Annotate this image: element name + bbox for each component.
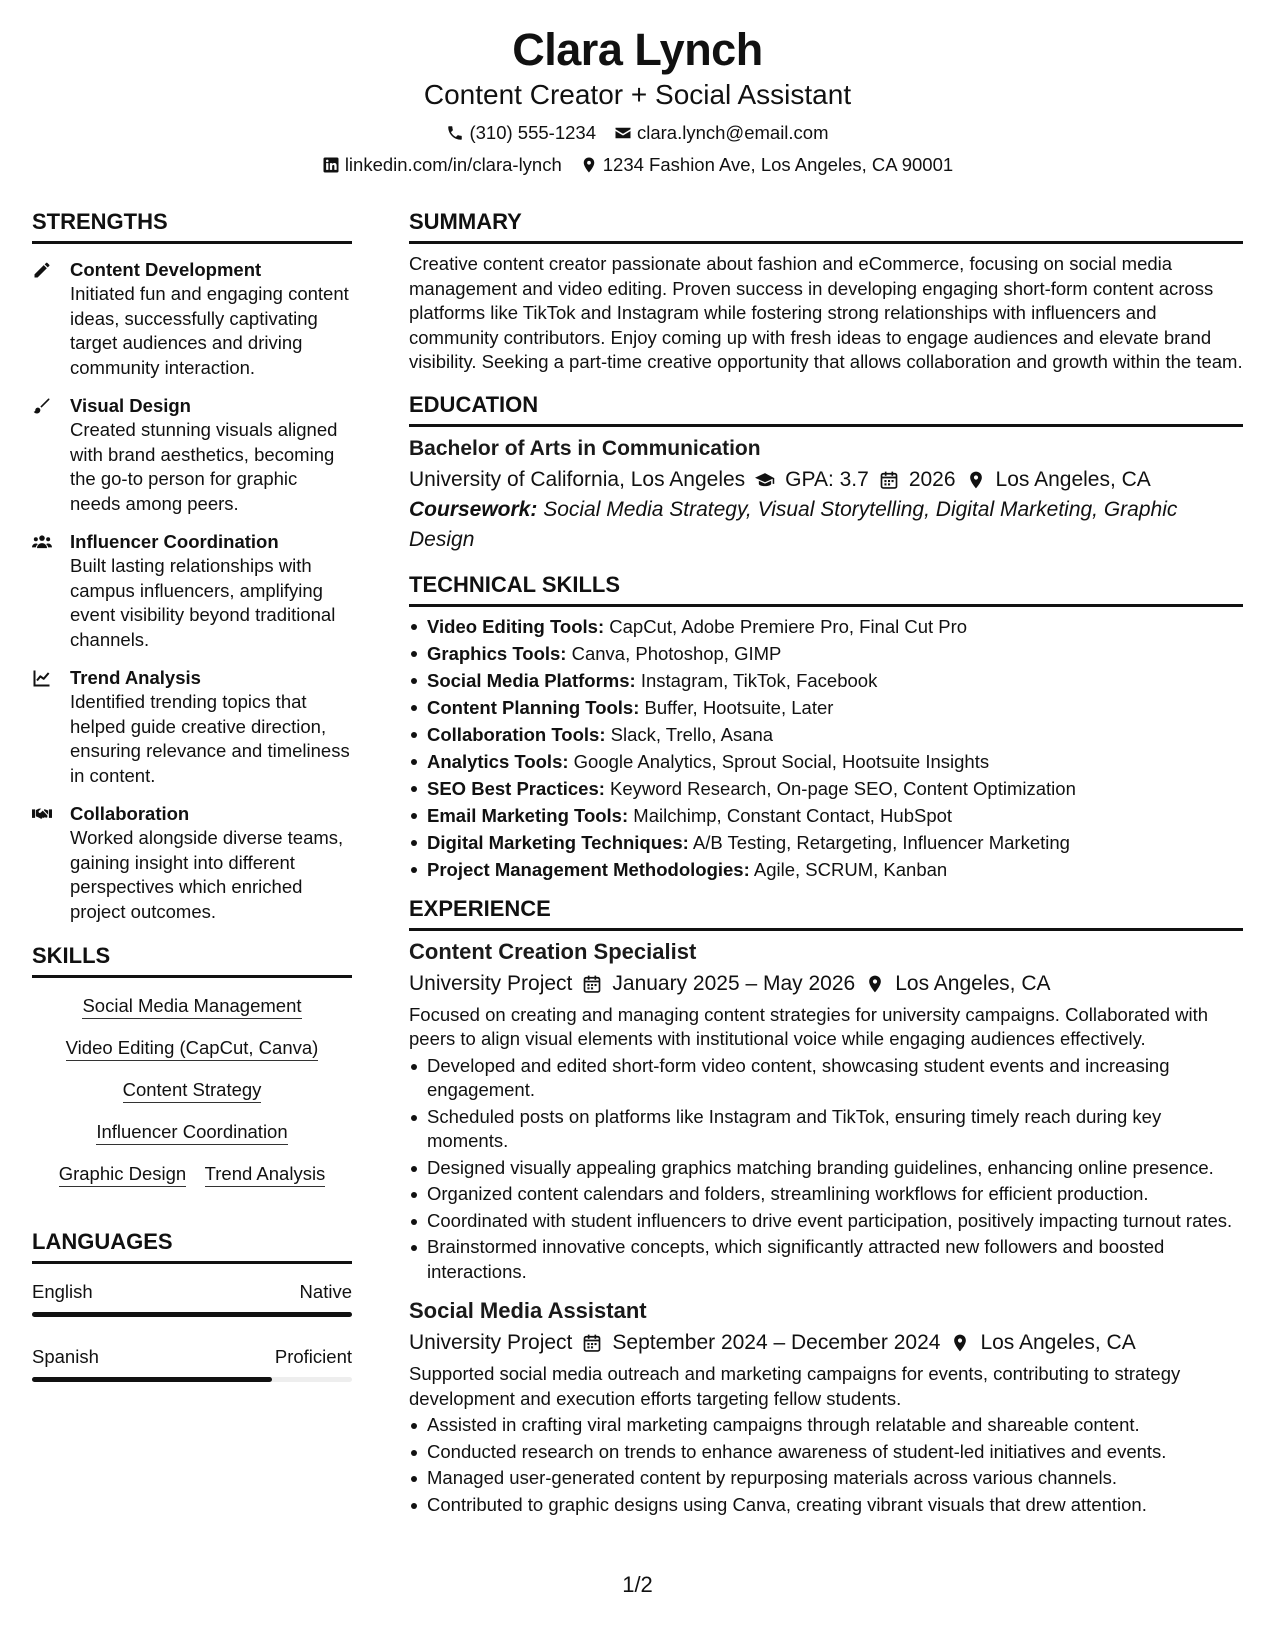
contact-row-2: [0, 154, 1275, 176]
list-item: Organized content calendars and folders, streamlining workflows for efficient production.: [409, 1182, 1243, 1207]
map-marker-icon: [966, 470, 986, 490]
skill-tag: Social Media Management: [82, 995, 301, 1019]
job-title: Social Media Assistant: [409, 1298, 647, 1323]
phone-text: (310) 555-1234: [469, 122, 596, 143]
strength-title: Trend Analysis: [70, 667, 201, 688]
job-bullets: [409, 1054, 1243, 1285]
list-item: Coordinated with student influencers to drive event participation, positively impacting turnout rates.: [409, 1209, 1243, 1234]
list-item: Brainstormed innovative concepts, which significantly attracted new followers and boosted interactions.: [409, 1235, 1243, 1284]
summary-heading: SUMMARY: [409, 208, 1243, 244]
strength-item: [32, 666, 352, 788]
job-meta: [409, 969, 1243, 999]
list-item: Conducted research on trends to enhance awareness of student-led initiatives and events.: [409, 1440, 1243, 1465]
candidate-name: Clara Lynch: [512, 24, 763, 75]
strength-title: Visual Design: [70, 395, 191, 416]
skill-label: Collaboration Tools:: [427, 723, 606, 745]
gpa-text: GPA: 3.7: [785, 467, 869, 491]
job-dates: September 2024 – December 2024: [612, 1331, 941, 1354]
school-name: University of California, Los Angeles: [409, 467, 746, 491]
job-title: Content Creation Specialist: [409, 938, 697, 964]
list-item: [409, 775, 1243, 802]
job-description: Focused on creating and managing content strategies for university campaigns. Collaborated with peers to align visual elements with institutional voice while engaging audiences effectively.: [409, 1003, 1209, 1049]
graduation-cap-icon: [755, 470, 775, 490]
job-location: Los Angeles, CA: [980, 1331, 1136, 1354]
technical-skills-list: [409, 613, 1243, 883]
skill-value: Canva, Photoshop, GIMP: [571, 642, 782, 664]
strengths-section: [32, 208, 352, 924]
skill-label: Email Marketing Tools:: [427, 804, 629, 826]
skill-label: Social Media Platforms:: [427, 669, 636, 691]
address-contact: [580, 154, 953, 176]
page-number: 1/2: [622, 1572, 653, 1597]
list-item: [409, 613, 1243, 640]
job-org: University Project: [409, 1331, 573, 1354]
resume-header: [0, 22, 1275, 176]
skill-label: SEO Best Practices:: [427, 777, 605, 799]
pencil-icon: [32, 258, 70, 380]
strength-item: [32, 802, 352, 924]
technical-skills-section: [409, 571, 1243, 883]
language-item: [32, 1345, 352, 1382]
job-org: University Project: [409, 971, 573, 995]
map-marker-icon: [950, 1333, 970, 1353]
skill-tag: Video Editing (CapCut, Canva): [66, 1037, 319, 1061]
strength-desc: Worked alongside diverse teams, gaining insight into different perspectives which enriched project outcomes.: [70, 827, 344, 922]
languages-heading: LANGUAGES: [32, 1228, 352, 1264]
job-dates: January 2025 – May 2026: [612, 971, 856, 995]
email-text[interactable]: clara.lynch@email.com: [637, 122, 829, 143]
education-heading: EDUCATION: [409, 391, 1243, 427]
skill-label: Graphics Tools:: [427, 642, 567, 664]
language-bar-fill: [32, 1377, 272, 1382]
strength-item: [32, 530, 352, 652]
contact-row-1: [0, 122, 1275, 144]
summary-text: Creative content creator passionate about fashion and eCommerce, focusing on social media management and video editing. Proven success in developing engaging short-form content across platforms like TikTok and Instagram while fostering strong relationships with influencers and community contributors. Enjoy coming up with fresh ideas to engage audiences and elevate brand visibility. Seeking a part-time creative opportunity that allows collaboration and growth within the team.: [409, 253, 1243, 372]
job-entry: [409, 1296, 1243, 1517]
skill-label: Analytics Tools:: [427, 750, 569, 772]
strengths-heading: STRENGTHS: [32, 208, 352, 244]
job-bullets: [409, 1413, 1243, 1517]
skill-value: A/B Testing, Retargeting, Influencer Marketing: [692, 831, 1070, 853]
education-meta: [409, 465, 1243, 495]
map-marker-icon: [865, 974, 885, 994]
technical-skills-heading: TECHNICAL SKILLS: [409, 571, 1243, 607]
job-location: Los Angeles, CA: [895, 971, 1051, 995]
skill-value: Agile, SCRUM, Kanban: [753, 858, 948, 880]
strength-item: [32, 394, 352, 516]
job-description: Supported social media outreach and marketing campaigns for events, contributing to strategy development and execution efforts targeting fellow students.: [409, 1363, 1181, 1409]
skill-label: Content Planning Tools:: [427, 696, 640, 718]
address-text: 1234 Fashion Ave, Los Angeles, CA 90001: [602, 154, 954, 175]
degree-title: Bachelor of Arts in Communication: [409, 436, 761, 460]
list-item: Contributed to graphic designs using Canva, creating vibrant visuals that drew attention.: [409, 1493, 1243, 1518]
strength-desc: Built lasting relationships with campus influencers, amplifying event visibility beyond traditional channels.: [70, 555, 336, 650]
skill-tag: Content Strategy: [123, 1079, 262, 1103]
skill-value: Slack, Trello, Asana: [610, 723, 774, 745]
job-meta: [409, 1328, 1243, 1358]
list-item: [409, 640, 1243, 667]
email-contact[interactable]: [614, 122, 829, 144]
coursework: [409, 495, 1243, 555]
languages-section: [32, 1228, 352, 1382]
skill-label: Video Editing Tools:: [427, 615, 605, 637]
list-item: [409, 721, 1243, 748]
list-item: Designed visually appealing graphics matching branding guidelines, enhancing online presence.: [409, 1156, 1243, 1181]
skill-label: Project Management Methodologies:: [427, 858, 750, 880]
language-bar: [32, 1312, 352, 1317]
list-item: Scheduled posts on platforms like Instagram and TikTok, ensuring timely reach during key moments.: [409, 1105, 1243, 1154]
list-item: [409, 748, 1243, 775]
language-name: Spanish: [32, 1346, 99, 1367]
skill-value: Instagram, TikTok, Facebook: [640, 669, 878, 691]
skills-heading: SKILLS: [32, 942, 352, 978]
strength-title: Collaboration: [70, 803, 190, 824]
right-column: [409, 208, 1243, 1517]
skill-value: Keyword Research, On-page SEO, Content Optimization: [610, 777, 1076, 799]
experience-heading: EXPERIENCE: [409, 895, 1243, 931]
phone-icon: [446, 124, 464, 142]
calendar-icon: [582, 974, 602, 994]
education-location: Los Angeles, CA: [995, 467, 1151, 491]
job-entry: [409, 937, 1243, 1285]
skill-tag: Trend Analysis: [205, 1163, 326, 1187]
skill-tag: Influencer Coordination: [96, 1121, 287, 1145]
strength-desc: Identified trending topics that helped guide creative direction, ensuring relevance and timeliness in content.: [70, 691, 350, 786]
strength-title: Influencer Coordination: [70, 531, 279, 552]
skill-tags: [32, 978, 352, 1186]
skill-value: CapCut, Adobe Premiere Pro, Final Cut Pro: [609, 615, 968, 637]
list-item: [409, 694, 1243, 721]
handshake-icon: [32, 802, 70, 924]
strength-item: [32, 258, 352, 380]
paintbrush-icon: [32, 394, 70, 516]
skill-label: Digital Marketing Techniques:: [427, 831, 689, 853]
candidate-role: Content Creator + Social Assistant: [423, 79, 852, 110]
coursework-label: Coursework:: [409, 497, 538, 521]
language-name: English: [32, 1281, 93, 1302]
language-bar: [32, 1377, 352, 1382]
coursework-list: Social Media Strategy, Visual Storytelling, Digital Marketing, Graphic Design: [409, 497, 1178, 551]
strength-desc: Created stunning visuals aligned with brand aesthetics, becoming the go-to person for graphic needs among peers.: [70, 419, 338, 514]
skills-section: [32, 942, 352, 1186]
experience-section: [409, 895, 1243, 1518]
linkedin-text[interactable]: linkedin.com/in/clara-lynch: [344, 154, 562, 175]
list-item: [409, 829, 1243, 856]
users-icon: [32, 530, 70, 652]
list-item: [409, 802, 1243, 829]
list-item: Assisted in crafting viral marketing campaigns through relatable and shareable content.: [409, 1413, 1243, 1438]
summary-section: [409, 208, 1243, 375]
list-item: [409, 667, 1243, 694]
skill-value: Mailchimp, Constant Contact, HubSpot: [633, 804, 953, 826]
language-item: [32, 1280, 352, 1317]
left-column: [32, 208, 352, 1382]
language-level: Proficient: [274, 1346, 352, 1367]
strength-desc: Initiated fun and engaging content ideas, successfully captivating target audiences and driving community interaction.: [70, 283, 349, 378]
education-section: [409, 391, 1243, 555]
envelope-icon: [614, 124, 632, 142]
language-level: Native: [299, 1281, 352, 1302]
graduation-year: 2026: [908, 467, 956, 491]
calendar-icon: [582, 1333, 602, 1353]
phone-contact: [446, 122, 596, 144]
skill-value: Google Analytics, Sprout Social, Hootsuite Insights: [573, 750, 990, 772]
list-item: [409, 856, 1243, 883]
list-item: Managed user-generated content by repurposing materials across various channels.: [409, 1466, 1243, 1491]
list-item: Developed and edited short-form video content, showcasing student events and increasing engagement.: [409, 1054, 1243, 1103]
map-marker-icon: [580, 156, 598, 174]
linkedin-contact[interactable]: [322, 154, 562, 176]
skill-tag: Graphic Design: [59, 1163, 187, 1187]
calendar-icon: [879, 470, 899, 490]
linkedin-icon: [322, 156, 340, 174]
language-bar-fill: [32, 1312, 352, 1317]
strength-title: Content Development: [70, 259, 262, 280]
line-chart-icon: [32, 666, 70, 788]
skill-value: Buffer, Hootsuite, Later: [644, 696, 834, 718]
